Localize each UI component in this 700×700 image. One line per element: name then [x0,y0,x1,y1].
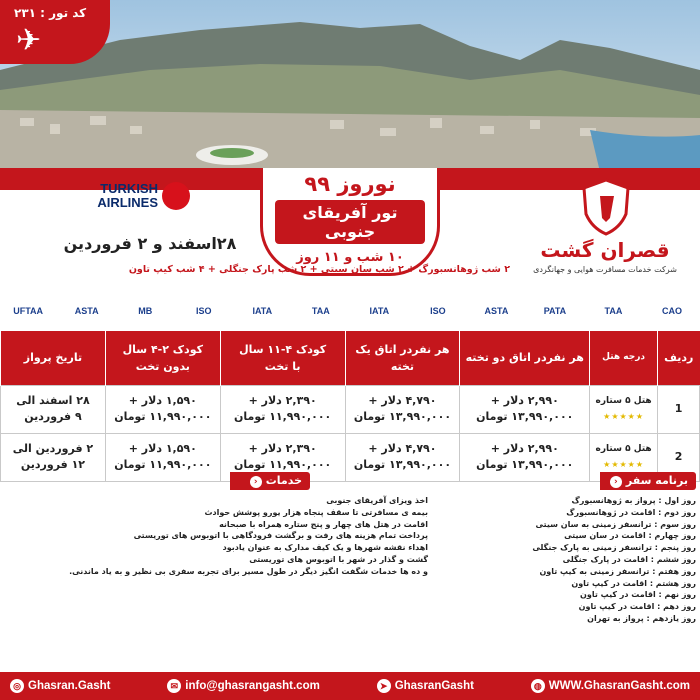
services-list [8,495,428,578]
col-row-num: ردیف [658,331,700,385]
list-item: روز نهم : اقامت در کیپ تاون [580,590,696,600]
list-item: بیمه ی مسافرتی تا سقف پنجاه هزار یورو پوشش حوادث [204,507,428,517]
travel-dates: ۲۸اسفند و ۲ فروردین [63,234,237,253]
price-table [0,331,700,482]
list-item: روز اول : پرواز به ژوهانسبورگ [571,496,696,505]
brand-shield-icon [580,178,632,236]
airline-name-line2: AIRLINES [97,195,158,210]
list-item: روز ششم : اقامت در پارک جنگلی [562,554,696,564]
instagram-handle[interactable]: ◎ Ghasran.Gasht [10,679,110,693]
logo-taa: TAA [311,306,330,316]
star-rating-icon: ★★★★★ [603,460,645,469]
list-item: روز دهم : اقامت در کیپ تاون [578,602,696,612]
brand-subtitle: شرکت خدمات مسافرت هوایی و جهانگردی [533,265,677,274]
route-summary: ۲ شب ژوهانسبورگ + ۲ شب سان سیتی + ۲ شب پارک جنگلی + ۴ شب کیپ تاون [128,264,510,275]
table-header-row [1,331,700,385]
price-double: ۲,۹۹۰ دلار + ۱۳,۹۹۰,۰۰۰ تومان [460,385,590,433]
list-item: اخذ ویزای آفریقای جنوبی [326,496,428,505]
list-item: روز پنجم : ترانسفر زمینی به پارک جنگلی [532,543,696,553]
star-rating-icon: ★★★★★ [603,412,645,421]
banner-nights: ۱۰ شب و ۱۱ روز [296,250,404,265]
logo-mb: MB [138,306,153,316]
itinerary-heading: برنامه سفر‹ [600,472,696,490]
logo-iata: IATA [252,306,273,316]
email-link[interactable]: ✉ info@ghasrangasht.com [167,679,320,693]
table-row [1,433,700,481]
list-item: اهداء نقشه شهرها و یک کیف مدارک به عنوان یادبود [222,543,428,553]
list-item: روز هشتم : اقامت در کیپ تاون [571,578,696,588]
col-flight-date: تاریخ پرواز [1,331,106,385]
airplane-icon: ✈ [16,23,42,58]
contact-footer [0,672,700,700]
row-number: 2 [658,433,700,481]
tour-code-tab [0,0,110,64]
banner-title: نوروز ۹۹ [304,172,396,196]
logo-asta: ASTA [74,306,99,316]
col-child-bed: کودک ۴-۱۱ سال با تخت [220,331,345,385]
list-item: روز دوم : اقامت در ژوهانسبورگ [566,507,696,517]
price-child-nobed: ۱,۵۹۰ دلار + ۱۱,۹۹۰,۰۰۰ تومان [105,385,220,433]
list-item: پرداخت تمام هزینه های رفت و برگشت فرودگاهی با اتوبوس های توریستی [133,531,428,541]
logo-pata: PATA [543,306,567,316]
price-double: ۲,۹۹۰ دلار + ۱۳,۹۹۰,۰۰۰ تومان [460,433,590,481]
price-single: ۴,۷۹۰ دلار + ۱۳,۹۹۰,۰۰۰ تومان [345,433,460,481]
telegram-handle[interactable]: ➤ GhasranGasht [377,679,474,693]
hotel-grade: هتل ۵ ستاره ★★★★★ [590,433,658,481]
services-heading: خدمات‹ [230,472,310,490]
list-item: روز سوم : ترانسفر زمینی به سان سیتی [535,519,696,529]
email-icon: ✉ [167,679,181,693]
col-double-room: هر نفردر اتاق دو تخته [460,331,590,385]
chevron-left-icon: ‹ [250,476,262,488]
airline-name-line1: TURKISH [100,181,158,196]
list-item: اقامت در هتل های چهار و پنج ستاره همراه با صبحانه [219,519,428,529]
flight-date: ۲۸ اسفند الی ۹ فروردین [1,385,106,433]
logo-cao: CAO [662,306,682,316]
globe-icon: ◍ [531,679,545,693]
col-single-room: هر نفردر اتاق یک تخته [345,331,460,385]
logo-iso-2: ISO [430,306,446,316]
price-child-bed: ۲,۳۹۰ دلار + ۱۱,۹۹۰,۰۰۰ تومان [220,385,345,433]
flight-date: ۲ فروردین الی ۱۲ فروردین [1,433,106,481]
price-child-nobed: ۱,۵۹۰ دلار + ۱۱,۹۹۰,۰۰۰ تومان [105,433,220,481]
brand-name: قصران گشت [540,238,670,262]
list-item: روز هفتم : ترانسفر زمینی به کیپ تاون [539,566,696,576]
row-number: 1 [658,385,700,433]
turkish-airlines-logo [74,180,190,214]
website-link[interactable]: ◍ WWW.GhasranGasht.com [531,679,690,693]
banner-subtitle: تور آفریقای جنوبی [275,200,425,244]
table-row [1,385,700,433]
tour-code: کد تور : ۲۳۱ [14,6,87,20]
list-item: گشت و گذار در شهر با اتوبوس های توریستی [249,554,428,564]
telegram-icon: ➤ [377,679,391,693]
instagram-icon: ◎ [10,679,24,693]
accreditation-logos [0,291,700,331]
price-single: ۴,۷۹۰ دلار + ۱۳,۹۹۰,۰۰۰ تومان [345,385,460,433]
list-item: روز یازدهم : پرواز به تهران [587,613,696,623]
col-hotel-grade: درجه هتل [590,331,658,385]
hotel-grade: هتل ۵ ستاره ★★★★★ [590,385,658,433]
col-child-nobed: کودک ۲-۴ سال بدون تخت [105,331,220,385]
list-item: و ده ها خدمات شگفت انگیز دیگر در طول مسیر برای تجربه سفری بی نظیر و به یاد ماندنی. [69,566,428,576]
logo-taa-2: TAA [604,306,623,316]
list-item: روز چهارم : اقامت در سان سیتی [564,531,696,541]
logo-uftaa: UFTAA [13,306,44,316]
price-child-bed: ۲,۳۹۰ دلار + ۱۱,۹۹۰,۰۰۰ تومان [220,433,345,481]
airline-bird-icon [162,182,190,210]
itinerary-list [472,495,696,625]
tour-banner [260,168,440,276]
logo-iata-2: IATA [369,306,390,316]
logo-iso: ISO [195,306,212,316]
chevron-left-icon: ‹ [610,476,622,488]
logo-asta-2: ASTA [484,306,509,316]
